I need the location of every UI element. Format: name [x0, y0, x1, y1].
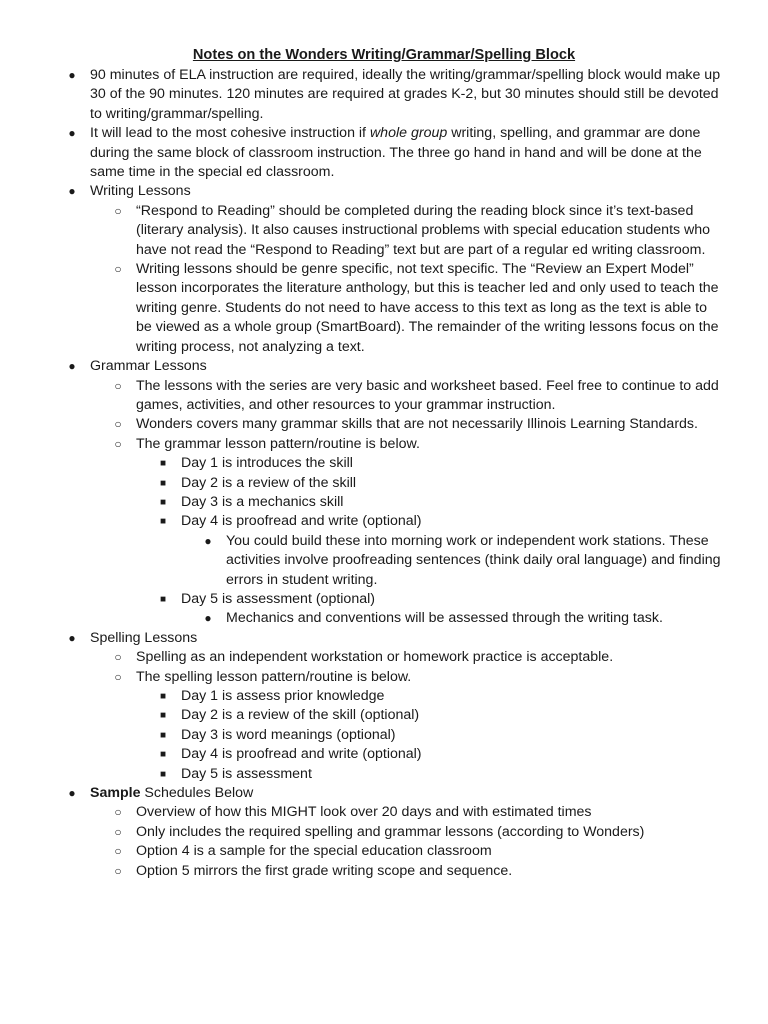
item-text: Overview of how this MIGHT look over 20 days and with estimated times	[136, 804, 592, 821]
square-bullet-icon: ■	[159, 516, 167, 528]
circle-bullet-icon: ○	[114, 650, 122, 665]
item-text: Grammar Lessons	[90, 358, 207, 375]
item-text: It will lead to the most cohesive instruction if	[90, 125, 370, 142]
list-item	[0, 202, 768, 260]
list-item	[0, 532, 768, 590]
item-text: Day 4 is proofread and write (optional)	[181, 513, 422, 530]
bullet-icon: ●	[68, 359, 76, 374]
list-item	[0, 454, 768, 473]
item-text: Day 3 is a mechanics skill	[181, 493, 344, 510]
item-text: Day 4 is proofread and write (optional)	[181, 746, 422, 763]
item-text: The spelling lesson pattern/routine is below.	[136, 668, 412, 685]
list-item	[0, 823, 768, 842]
square-bullet-icon: ■	[159, 768, 167, 780]
page-title: Notes on the Wonders Writing/Grammar/Spelling Block	[192, 47, 576, 63]
section-heading-sample	[0, 784, 768, 803]
section-heading-spelling	[0, 629, 768, 648]
item-emphasis: whole group	[369, 125, 448, 142]
item-text: Day 5 is assessment (optional)	[181, 590, 375, 607]
list-item	[0, 842, 768, 861]
item-text: Day 2 is a review of the skill (optional)	[181, 707, 420, 724]
bullet-icon: ●	[68, 184, 76, 199]
item-emphasis: Sample	[90, 785, 141, 802]
list-item	[0, 745, 768, 764]
square-bullet-icon: ■	[159, 593, 167, 605]
item-text: Mechanics and conventions will be assessed through the writing task.	[226, 610, 663, 627]
list-item	[0, 435, 768, 454]
square-bullet-icon: ■	[159, 729, 167, 741]
list-item	[0, 648, 768, 667]
list-item	[0, 706, 768, 725]
bullet-icon: ●	[68, 126, 76, 141]
list-item	[0, 668, 768, 687]
circle-bullet-icon: ○	[114, 378, 122, 393]
item-text: 90 minutes of ELA instruction are required, ideally the writing/grammar/spelling block would make up 30 of the 90 minutes. 120 minutes are required at grades K-2, but 30 minutes should still be devoted to writing/grammar/spelling.	[90, 67, 721, 122]
list-item	[0, 803, 768, 822]
item-text: The grammar lesson pattern/routine is below.	[136, 435, 420, 452]
item-text: The lessons with the series are very basic and worksheet based. Feel free to continue to add games, activities, and other resources to your grammar instruction.	[136, 377, 719, 413]
circle-bullet-icon: ○	[114, 262, 122, 277]
list-item	[0, 474, 768, 493]
item-text: Day 5 is assessment	[181, 765, 312, 782]
item-text: Day 1 is introduces the skill	[181, 455, 353, 472]
circle-bullet-icon: ○	[114, 863, 122, 878]
bullet-icon: ●	[68, 786, 76, 801]
circle-bullet-icon: ○	[114, 417, 122, 432]
item-text: “Respond to Reading” should be completed during the reading block since it’s text-based (literary analysis). It also causes instructional problems with special education students who have not read the “Respond to Reading” text but are part of a regular ed writing classroom.	[136, 202, 711, 258]
item-text: Writing lessons should be genre specific, not text specific. The “Review an Expert Model” lesson incorporates the literature anthology, but this is teacher led and only used to teach the writing genre. Students do not need to have access to this text as long as the text is able to be viewed as a whole group (SmartBoard). The remainder of the writing lessons focus on the writing process, not analyzing a text.	[136, 261, 719, 355]
list-item	[0, 415, 768, 434]
list-item	[0, 493, 768, 512]
bullet-icon: ●	[204, 611, 212, 626]
section-heading-grammar	[0, 357, 768, 376]
item-text: Spelling as an independent workstation or homework practice is acceptable.	[136, 649, 614, 666]
list-item	[0, 687, 768, 706]
square-bullet-icon: ■	[159, 496, 167, 508]
list-item	[0, 590, 768, 609]
list-item	[0, 726, 768, 745]
item-text: Spelling Lessons	[90, 629, 198, 646]
circle-bullet-icon: ○	[114, 824, 122, 839]
list-item	[0, 765, 768, 784]
item-text: Option 4 is a sample for the special education classroom	[136, 843, 492, 860]
bullet-icon: ●	[204, 533, 212, 548]
bullet-icon: ●	[68, 630, 76, 645]
list-item	[0, 512, 768, 531]
circle-bullet-icon: ○	[114, 805, 122, 820]
square-bullet-icon: ■	[159, 710, 167, 722]
item-text: Wonders covers many grammar skills that are not necessarily Illinois Learning Standards.	[136, 416, 698, 433]
item-text: Option 5 mirrors the first grade writing scope and sequence.	[136, 862, 513, 879]
list-item	[0, 377, 768, 416]
item-text: Day 2 is a review of the skill	[181, 474, 357, 491]
square-bullet-icon: ■	[159, 749, 167, 761]
item-text: You could build these into morning work or independent work stations. These activities involve proofreading sentences (think daily oral language) and finding errors in student writing.	[226, 532, 721, 588]
item-text: writing, spelling, and grammar are done during the same block of classroom instruction. The three go hand in hand and will be done at the same time in the special ed classroom.	[90, 125, 702, 181]
item-text: Day 1 is assess prior knowledge	[181, 688, 385, 704]
notes-list	[0, 66, 768, 881]
bullet-icon: ●	[68, 68, 76, 82]
list-item	[0, 862, 768, 881]
item-text: Only includes the required spelling and grammar lessons (according to Wonders)	[136, 823, 645, 840]
square-bullet-icon: ■	[159, 477, 167, 489]
section-heading-writing	[0, 182, 768, 201]
square-bullet-icon: ■	[159, 691, 167, 702]
circle-bullet-icon: ○	[114, 436, 122, 451]
circle-bullet-icon: ○	[114, 669, 122, 684]
item-text: Schedules Below	[140, 785, 254, 802]
list-item	[0, 260, 768, 357]
square-bullet-icon: ■	[159, 458, 167, 470]
item-text: Writing Lessons	[90, 183, 191, 200]
circle-bullet-icon: ○	[114, 844, 122, 859]
list-item	[0, 609, 768, 628]
item-text: Day 3 is word meanings (optional)	[181, 726, 396, 743]
list-item	[0, 124, 768, 182]
list-item	[0, 66, 768, 124]
circle-bullet-icon: ○	[114, 203, 122, 218]
